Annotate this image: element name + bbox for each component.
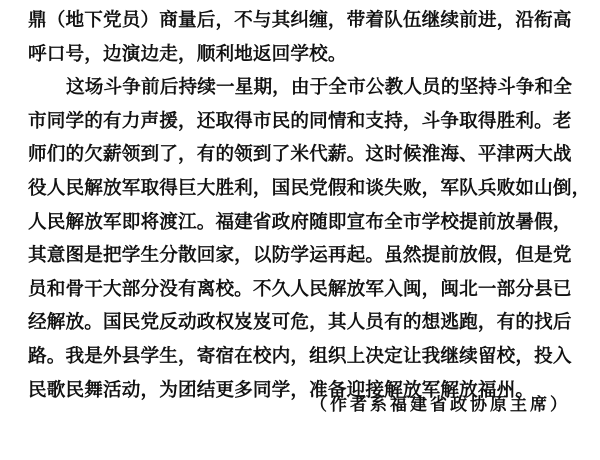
text-line-11: 路。我是外县学生，寄宿在校内，组织上决定让我继续留校，投入 bbox=[28, 345, 572, 367]
author-byline: （作者系福建省政协原主席） bbox=[310, 395, 570, 415]
text-line-10: 经解放。国民党反动政权岌岌可危，其人员有的想逃跑，有的找后 bbox=[28, 312, 572, 334]
text-line-6: 役人民解放军取得巨大胜利，国民党假和谈失败，军队兵败如山倒， bbox=[28, 177, 591, 199]
text-line-12: 民歌民舞活动，为团结更多同学，准备迎接解放军解放福州。 bbox=[28, 379, 535, 401]
article-body bbox=[28, 4, 591, 407]
text-line-8: 其意图是把学生分散回家，以防学运再起。虽然提前放假，但是党 bbox=[28, 245, 572, 267]
text-line-2: 呼口号，边演边走，顺利地返回学校。 bbox=[28, 43, 347, 65]
text-line-7: 人民解放军即将渡江。福建省政府随即宣布全市学校提前放暑假， bbox=[28, 211, 572, 233]
text-line-5: 师们的欠薪领到了，有的领到了米代薪。这时候淮海、平津两大战 bbox=[28, 144, 572, 166]
text-line-4: 市同学的有力声援，还取得市民的同情和支持，斗争取得胜利。老 bbox=[28, 110, 572, 132]
text-line-3-paragraph-start: 这场斗争前后持续一星期，由于全市公教人员的坚持斗争和全 bbox=[66, 77, 573, 99]
text-line-9: 员和骨干大部分没有离校。不久人民解放军入闽，闽北一部分县已 bbox=[28, 278, 572, 300]
text-line-1: 鼎（地下党员）商量后，不与其纠缠，带着队伍继续前进，沿衔高 bbox=[28, 10, 572, 31]
